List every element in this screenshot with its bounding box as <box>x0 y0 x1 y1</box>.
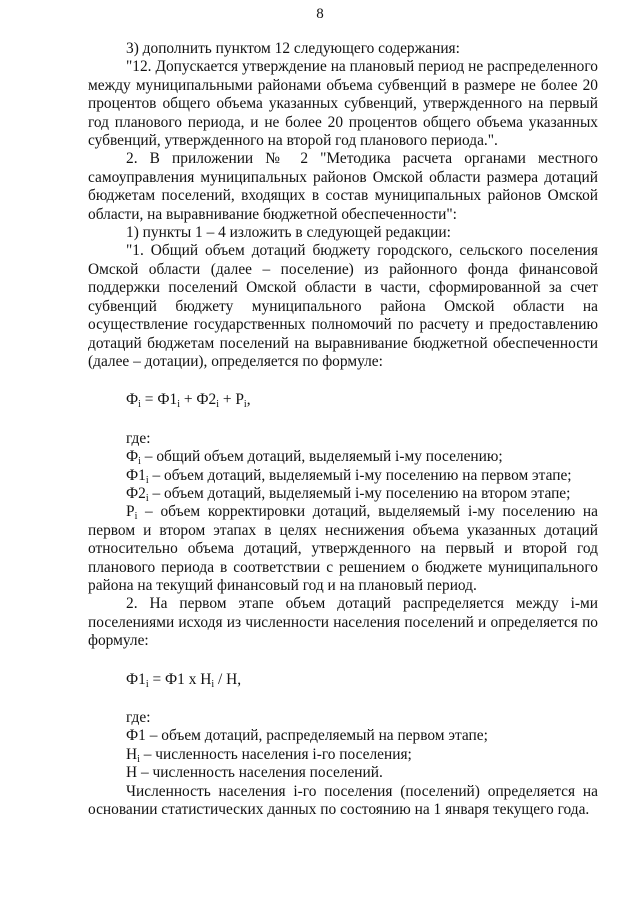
where-label-2: где: <box>126 709 151 726</box>
paragraph-appendix-2: 2. В приложении № 2 "Методика расчета органами местного самоуправления муниципальных районов Омской области размера дотаций бюджетам поселений, входящих в состав муниципальных районов Омской области, на выравнивание бюджетной обеспеченности": <box>88 150 598 223</box>
paragraph-item-3: 3) дополнить пунктом 12 следующего содержания: <box>126 40 460 57</box>
definition-phi1-i: $Ф1_i$ – объем дотаций, выделяемый i-му поселению на первом этапе; <box>126 466 572 486</box>
definition-phi2-i: $Ф2_i$ – объем дотаций, выделяемый i-му поселению на втором этапе; <box>126 484 571 504</box>
document-body <box>88 40 598 819</box>
where-label-1: где: <box>126 429 151 447</box>
definition-phi-i: $Ф_i$ – общий объем дотаций, выделяемый i-му поселению; <box>126 448 503 468</box>
paragraph-population-basis: Численность населения i-го поселения (поселений) определяется на основании статистических данных по состоянию на 1 января текущего года. <box>88 782 598 819</box>
formula-total-subsidy: $Ф_i = Ф1_i + Ф2_i + Р_i$, <box>126 391 251 411</box>
page-number: 8 <box>316 6 324 22</box>
definition-p-i: $Р_i$ – объем корректировки дотаций, выделяемый i-му поселению на первом и втором этапах в целях неснижения объема указанных дотаций относительно объема дотаций, утвержденного на первый и второй год планового периода в соответствии с решением о бюджете муниципального района на текущий финансовый год и на плановый период. <box>88 503 598 594</box>
definition-phi1: Ф1 – объем дотаций, распределяемый на первом этапе; <box>126 727 488 745</box>
paragraph-item-12: "12. Допускается утверждение на плановый период не распределенного между муниципальными районами объема субвенций в размере не более 20 процентов общего объема указанных субвенций, утвержденного на первый год планового периода, и не более 20 процентов общего объема указанных субвенций, утвержденного на второй год планового периода.". <box>88 58 598 150</box>
paragraph-points-1-4: 1) пункты 1 – 4 изложить в следующей редакции: <box>126 224 451 242</box>
paragraph-point-2: 2. На первом этапе объем дотаций распределяется между i-ми поселениями исходя из численности населения поселений и определяется по формуле: <box>88 595 598 650</box>
definition-n-i: $Н_i$ – численность населения i-го поселения; <box>126 745 412 765</box>
definition-n: Н – численность населения поселений. <box>126 764 383 782</box>
formula-first-stage: $Ф1_i = Ф1$ х $Н_i$ / Н, <box>126 670 242 690</box>
paragraph-point-1: "1. Общий объем дотаций бюджету городского, сельского поселения Омской области (далее – поселение) из районного фонда финансовой поддержки поселений Омской области в части, сформированной за счет субвенций бюджету муниципального района Омской области на осуществление государственных полномочий по расчету и предоставлению дотаций бюджетам поселений на выравнивание бюджетной обеспеченности (далее – дотации), определяется по формуле: <box>88 242 598 370</box>
